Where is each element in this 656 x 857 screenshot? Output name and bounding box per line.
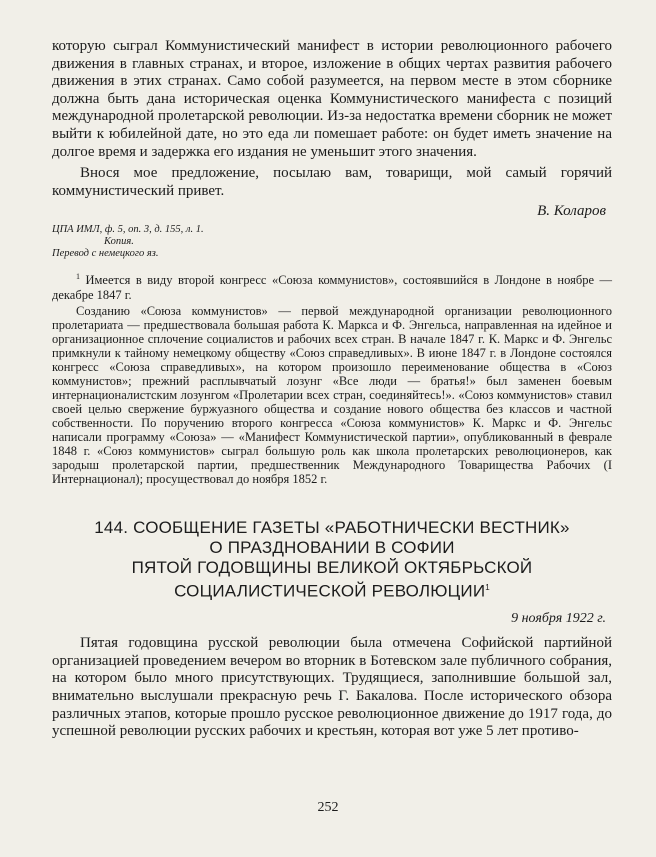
footnote-line-1: Имеется в виду второй конгресс «Союза коммунистов», состоявшийся в Лондоне в ноябре — декабре 1847 г.	[52, 273, 613, 302]
letter-paragraph-1: которую сыграл Коммунистический манифест в истории революционного рабочего движения в главных странах, и второе, изложение в общих чертах развития рабочего движения в этих странах. Само собой разумеется, на первом месте в этом сборнике должна быть дана историческая оценка Коммунистического манифеста с позиций международной пролетарской революции. Из-за недостатка времени сборник не может выйти к юбилейной дате, но это еда ли помешает работе: он будет иметь значение на долгое время и задержка его издания не уменьшит этого значения.	[52, 38, 612, 160]
heading-line-3: ПЯТОЙ ГОДОВЩИНЫ ВЕЛИКОЙ ОКТЯБРЬСКОЙ	[131, 557, 533, 577]
archive-reference	[52, 224, 612, 260]
heading-line-1: 144. СООБЩЕНИЕ ГАЗЕТЫ «РАБОТНИЧЕСКИ ВЕСТНИК»	[94, 517, 570, 537]
heading-line-4: СОЦИАЛИСТИЧЕСКОЙ РЕВОЛЮЦИИ	[174, 581, 486, 601]
document-paragraph: Пятая годовщина русской революции была отмечена Софийской партийной организацией проведением вечером во вторник в Ботевском зале публичного собрания, на котором было много присутствующих. Трудящиеся, заполнившие большой зал, внимательно выслушали прекрасную речь Г. Бакалова. После исторического обзора различных этапов, которые прошло русское революционное движение до 1917 года, до успешной революции русских рабочих и крестьян, которая вот уже 5 лет противо-	[52, 635, 612, 740]
footnote-line-2: Созданию «Союза коммунистов» — первой международной организации революционного пролетариата — предшествовала большая работа К. Маркса и Ф. Энгельса, направленная на идейное и организационное сплочение социалистов и рабочих всех стран. В начале 1847 г. К. Маркс и Ф. Энгельс примкнули к тайному немецкому обществу «Союз справедливых». В июне 1847 г. в Лондоне состоялся конгресс «Союза справедливых», на котором произошло переименование общества в «Союз коммунистов»; прежний расплывчатый лозунг «Все люди — братья!» был заменен боевым интернационалистским лозунгом «Пролетарии всех стран, соединяйтесь!». «Союз коммунистов» ставил своей целью свержение буржуазного общества и создание нового общества без классов и частной собственности. По поручению второго конгресса «Союза коммунистов» К. Маркс и Ф. Энгельс написали программу «Союза» — «Манифест Коммунистической партии», опубликованный в феврале 1848 г. «Союз коммунистов» сыграл большую роль как школа пролетарских революционеров, как зародыш пролетарской партии, предшественник Международного Товарищества Рабочих (I Интернационал); просуществовал до ноября 1852 г.	[52, 303, 612, 486]
heading-line-4-wrapper	[52, 578, 612, 602]
archive-copy-note: Копия.	[104, 236, 134, 248]
footnote-first-paragraph	[52, 270, 612, 301]
footnote	[52, 270, 612, 485]
document-text	[52, 635, 612, 741]
archive-citation: ЦПА ИМЛ, ф. 5, оп. 3, д. 155, л. 1.	[52, 224, 204, 236]
footnote-marker: 1	[76, 272, 80, 282]
document-date: 9 ноября 1922 г.	[511, 611, 606, 627]
letter-text	[52, 38, 612, 200]
document-heading	[52, 518, 612, 602]
heading-footnote-marker: 1	[485, 582, 490, 592]
letter-paragraph-2: Внося мое предложение, посылаю вам, товарищи, мой самый горячий коммунистический привет.	[52, 165, 612, 199]
archive-translation-note: Перевод с немецкого яз.	[52, 248, 159, 260]
letter-signature: В. Коларов	[537, 203, 606, 220]
heading-line-2: О ПРАЗДНОВАНИИ В СОФИИ	[209, 537, 455, 557]
page-number: 252	[317, 800, 339, 815]
